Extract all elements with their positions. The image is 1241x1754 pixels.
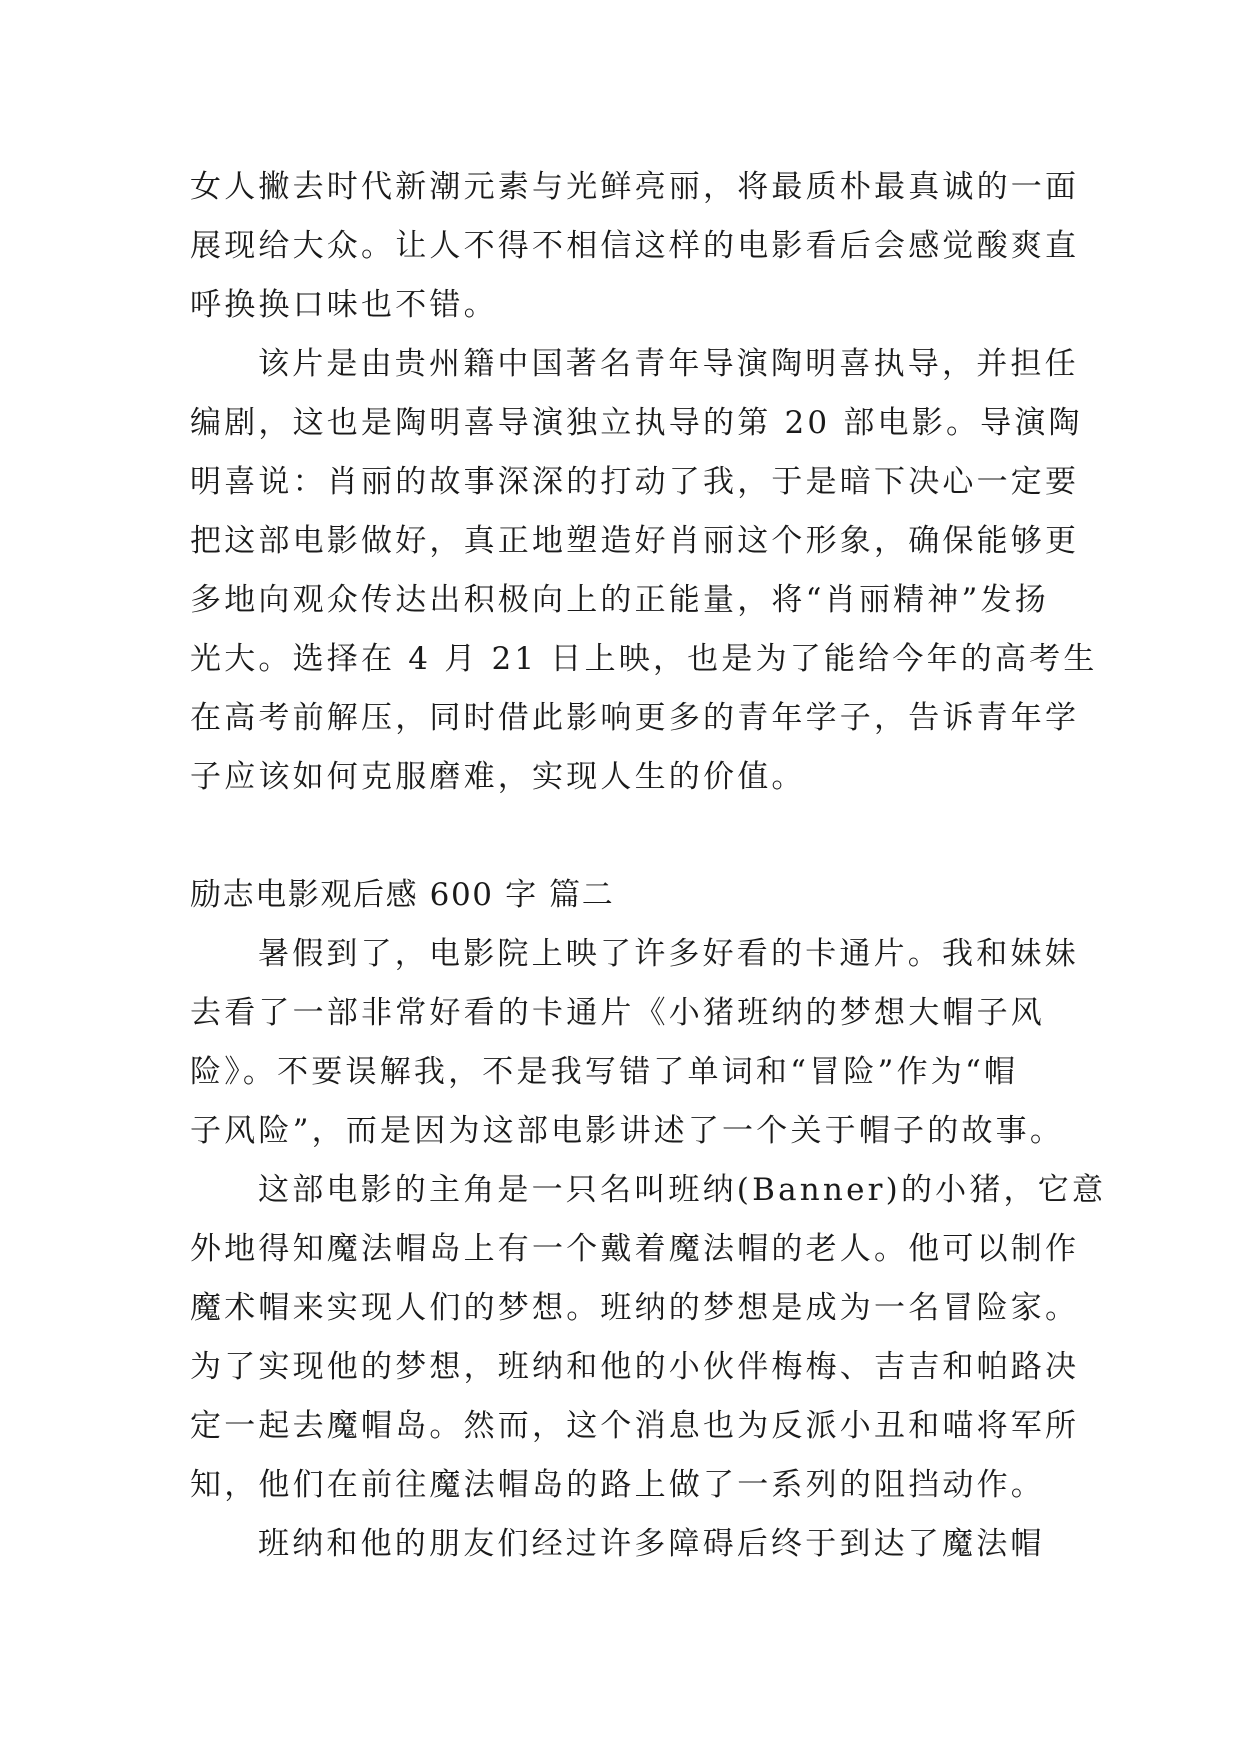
text-line: 这部电影的主角是一只名叫班纳(Banner)的小猪，它意 (258, 1172, 1107, 1208)
text-line: 定一起去魔帽岛。然而，这个消息也为反派小丑和喵将军所 (190, 1408, 1080, 1444)
text-line: 展现给大众。让人不得不相信这样的电影看后会感觉酸爽直 (190, 228, 1080, 264)
text-line: 多地向观众传达出积极向上的正能量，将“肖丽精神”发扬 (190, 582, 1049, 618)
text-line: 班纳和他的朋友们经过许多障碍后终于到达了魔法帽 (258, 1526, 1045, 1562)
text-line: 外地得知魔法帽岛上有一个戴着魔法帽的老人。他可以制作 (190, 1231, 1080, 1267)
section-heading: 励志电影观后感 600 字 篇二 (190, 877, 615, 913)
text-line: 在高考前解压，同时借此影响更多的青年学子，告诉青年学 (190, 700, 1080, 736)
text-line: 光大。选择在 4 月 21 日上映，也是为了能给今年的高考生 (190, 641, 1098, 677)
paragraph (190, 158, 1080, 335)
text-line: 子风险”，而是因为这部电影讲述了一个关于帽子的故事。 (190, 1113, 1065, 1149)
text-line: 险》。不要误解我，不是我写错了单词和“冒险”作为“帽 (190, 1054, 1019, 1090)
paragraph (190, 1161, 1107, 1515)
paragraph (190, 925, 1079, 1161)
text-line: 为了实现他的梦想，班纳和他的小伙伴梅梅、吉吉和帕路决 (190, 1349, 1080, 1385)
text-line: 该片是由贵州籍中国著名青年导演陶明喜执导，并担任 (258, 346, 1079, 382)
blank-line (190, 807, 1050, 866)
text-line: 女人撇去时代新潮元素与光鲜亮丽，将最质朴最真诚的一面 (190, 169, 1080, 205)
document-body (190, 158, 1107, 1574)
text-line: 呼换换口味也不错。 (190, 287, 498, 323)
text-line: 子应该如何克服磨难，实现人生的价值。 (190, 759, 806, 795)
text-line: 魔术帽来实现人们的梦想。班纳的梦想是成为一名冒险家。 (190, 1290, 1080, 1326)
text-line: 去看了一部非常好看的卡通片《小猪班纳的梦想大帽子风 (190, 995, 1045, 1031)
paragraph (190, 1515, 1050, 1574)
text-line: 编剧，这也是陶明喜导演独立执导的第 20 部电影。导演陶 (190, 405, 1083, 441)
text-line: 暑假到了，电影院上映了许多好看的卡通片。我和妹妹 (258, 936, 1079, 972)
text-line: 知，他们在前往魔法帽岛的路上做了一系列的阻挡动作。 (190, 1467, 1045, 1503)
text-line: 明喜说：肖丽的故事深深的打动了我，于是暗下决心一定要 (190, 464, 1080, 500)
paragraph (190, 335, 1098, 807)
text-line: 把这部电影做好，真正地塑造好肖丽这个形象，确保能够更 (190, 523, 1080, 559)
